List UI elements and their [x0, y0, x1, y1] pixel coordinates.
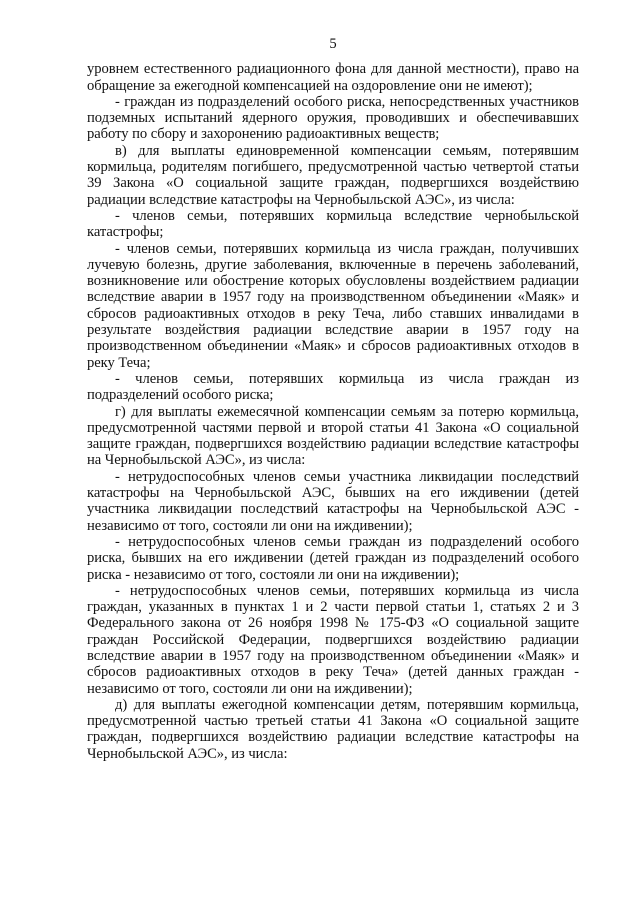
paragraph-3: в) для выплаты единовременной компенсации семьям, потерявшим кормильца, родителям погибшего, предусмотренной частью четвертой статьи 39 Закона «О социальной защите граждан, подвергшихся воздействию радиации вследствие катастрофы на Чернобыльской АЭС», из числа: [87, 142, 579, 208]
paragraph-7: г) для выплаты ежемесячной компенсации семьям за потерю кормильца, предусмотренной частями первой и второй статьи 41 Закона «О социальной защите граждан, подвергшихся воздействию радиации вследствие катастрофы на Чернобыльской АЭС», из числа: [87, 403, 579, 469]
page-number: 5 [329, 36, 337, 52]
paragraph-9: - нетрудоспособных членов семьи граждан из подразделений особого риска, бывших на его иждивении (детей граждан из подразделений особого риска - независимо от того, состояли ли они на иждивении); [87, 533, 579, 583]
paragraph-2: - граждан из подразделений особого риска, непосредственных участников подземных испытаний ядерного оружия, проводивших и обеспечивавших работу по сбору и захоронению радиоактивных веществ; [87, 93, 579, 143]
paragraph-1: уровнем естественного радиационного фона для данной местности), право на обращение за ежегодной компенсацией на оздоровление они не имеют); [87, 61, 579, 94]
paragraph-8: - нетрудоспособных членов семьи участника ликвидации последствий катастрофы на Чернобыльской АЭС, бывших на его иждивении (детей участника ликвидации последствий катастрофы на Чернобыльской АЭС - независимо от того, состояли ли они на иждивении); [87, 468, 579, 534]
paragraph-11: д) для выплаты ежегодной компенсации детям, потерявшим кормильца, предусмотренной частью третьей статьи 41 Закона «О социальной защите граждан, подвергшихся воздействию радиации вследствие катастрофы на Чернобыльской АЭС», из числа: [87, 696, 579, 762]
paragraph-4: - членов семьи, потерявших кормильца вследствие чернобыльской катастрофы; [87, 207, 579, 241]
paragraph-5: - членов семьи, потерявших кормильца из числа граждан, получивших лучевую болезнь, другие заболевания, включенные в перечень заболеваний, возникновение или обострение которых обусловлены воздействием радиации вследствие аварии в 1957 году на производственном объединении «Маяк» и сбросов радиоактивных отходов в реку Теча, либо ставших инвалидами в результате воздействия радиации вследствие аварии в 1957 году на производственном объединении «Маяк» и сбросов радиоактивных отходов в реку Теча; [87, 240, 579, 371]
paragraph-10: - нетрудоспособных членов семьи, потерявших кормильца из числа граждан, указанных в пунктах 1 и 2 части первой статьи 1, статьях 2 и 3 Федерального закона от 26 ноября 1998 № 175-ФЗ «О социальной защите граждан Российской Федерации, подвергшихся воздействию радиации вследствие аварии в 1957 году на производственном объединении «Маяк» и сбросов радиоактивных отходов в реку Теча» (детей данных граждан - независимо от того, состояли ли они на иждивении); [87, 582, 579, 697]
paragraph-6: - членов семьи, потерявших кормильца из числа граждан из подразделений особого риска; [87, 370, 579, 404]
document-page [87, 36, 579, 762]
